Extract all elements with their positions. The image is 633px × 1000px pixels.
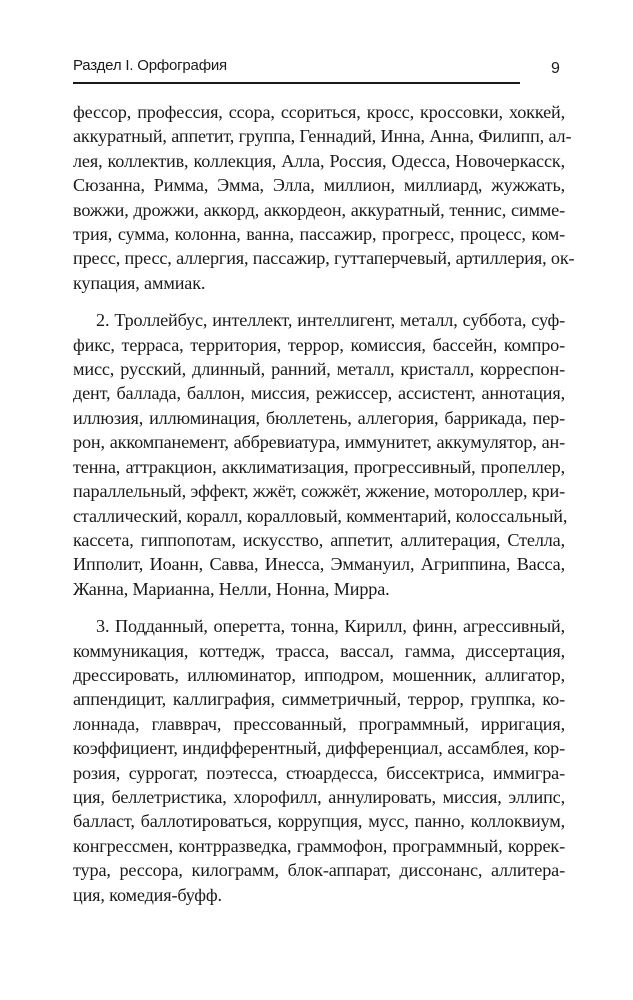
text-line: лоннада, главврач, прессованный, программный, ирригация,: [73, 713, 565, 734]
paragraph-exercise-2: [73, 308, 568, 601]
text-line: розия, суррогат, поэтесса, стюардесса, биссектриса, иммигра-: [73, 762, 565, 783]
text-line: балласт, баллотироваться, коррупция, мусс, панно, коллоквиум,: [73, 811, 565, 832]
page-body: [73, 100, 575, 907]
text-line: Ипполит, Иоанн, Савва, Инесса, Эммануил, Агриппина, Васса,: [73, 554, 565, 575]
text-line: конгрессмен, контрразведка, граммофон, программный, коррек-: [73, 835, 565, 856]
page-number: 9: [551, 60, 560, 77]
text-line: фессор, профессия, ссора, ссориться, кросс, кроссовки, хоккей,: [73, 102, 565, 122]
text-line: рон, аккомпанемент, аббревиатура, иммунитет, аккумулятор, ан-: [73, 432, 565, 453]
text-line: лея, коллектив, коллекция, Алла, Россия, Одесса, Новочеркасск,: [73, 150, 565, 171]
header-rule: [73, 82, 520, 84]
text-line: параллельный, эффект, жжёт, сожжёт, жжение, мотороллер, кри-: [73, 481, 565, 502]
text-line: иллюзия, иллюминация, бюллетень, аллегория, баррикада, пер-: [73, 407, 565, 428]
paragraph-continued: [73, 100, 575, 295]
text-line: аппендицит, каллиграфия, симметричный, террор, группка, ко-: [73, 689, 565, 710]
text-line: Жанна, Марианна, Нелли, Нонна, Мирра.: [73, 578, 390, 599]
text-line: дрессировать, иллюминатор, ипподром, мошенник, аллигатор,: [73, 664, 565, 685]
text-line: кассета, гиппопотам, искусство, аппетит, аллитерация, Стелла,: [73, 529, 565, 550]
text-line: коэффициент, индифферентный, дифференциал, ассамблея, кор-: [73, 738, 565, 759]
paragraph-exercise-3: [73, 614, 565, 907]
text-line: сталлический, коралл, коралловый, комментарий, колоссальный,: [73, 505, 568, 526]
text-line: мисс, русский, длинный, ранний, металл, кристалл, корреспон-: [73, 359, 565, 380]
text-line: ция, комедия-буфф.: [73, 884, 222, 905]
text-line: пресс, пресс, аллергия, пассажир, гуттаперчевый, артиллерия, ок-: [73, 248, 575, 269]
text-line: дент, баллада, баллон, миссия, режиссер, ассистент, аннотация,: [73, 383, 565, 404]
text-line: 2. Троллейбус, интеллект, интеллигент, металл, суббота, суф-: [96, 310, 565, 331]
text-line: тура, рессора, килограмм, блок-аппарат, диссонанс, аллитера-: [73, 860, 565, 881]
text-line: вожжи, дрожжи, аккорд, аккордеон, аккуратный, теннис, симме-: [73, 199, 565, 220]
text-line: коммуникация, коттедж, трасса, вассал, гамма, диссертация,: [73, 640, 565, 661]
text-line: тенна, аттракцион, акклиматизация, прогрессивный, пропеллер,: [73, 456, 565, 477]
text-line: Сюзанна, Римма, Эмма, Элла, миллион, миллиард, жужжать,: [73, 175, 565, 196]
text-line: фикс, терраса, территория, террор, комиссия, бассейн, компро-: [73, 334, 565, 355]
text-line: 3. Подданный, оперетта, тонна, Кирилл, финн, агрессивный,: [96, 616, 565, 637]
text-line: купация, аммиак.: [73, 272, 206, 293]
text-line: трия, сумма, колонна, ванна, пассажир, прогресс, процесс, ком-: [73, 224, 565, 245]
text-line: ция, беллетристика, хлорофилл, аннулировать, миссия, эллипс,: [73, 786, 565, 807]
running-head-title: Раздел I. Орфография: [73, 57, 227, 74]
text-line: аккуратный, аппетит, группа, Геннадий, Инна, Анна, Филипп, ал-: [73, 126, 572, 147]
